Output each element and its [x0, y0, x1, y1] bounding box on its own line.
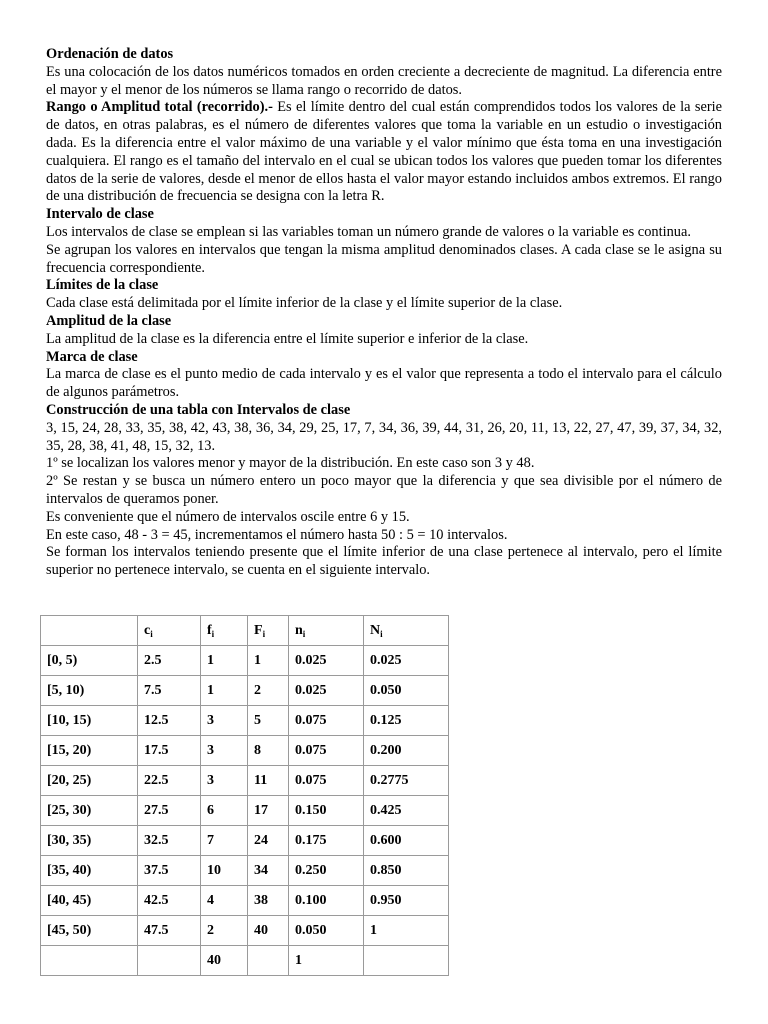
heading-rango: Rango o Amplitud total (recorrido).-: [46, 99, 273, 116]
cell-fi: 1: [201, 646, 248, 676]
paragraph-limites: Cada clase está delimitada por el límite inferior de la clase y el límite superior de la clase.: [46, 295, 563, 312]
table-row: [41, 796, 449, 826]
total-ni: 1: [289, 946, 364, 976]
cell-interval: [10, 15): [41, 706, 138, 736]
cell-Ni: 0.425: [364, 796, 449, 826]
heading-amplitud: Amplitud de la clase: [46, 312, 172, 329]
heading-construccion: Construcción de una tabla con Intervalos de clase: [46, 401, 351, 418]
cell-Fi: 8: [248, 736, 289, 766]
cell-interval: [0, 5): [41, 646, 138, 676]
cell-interval: [30, 35): [41, 826, 138, 856]
total-ci: [138, 946, 201, 976]
cell-ci: 42.5: [138, 886, 201, 916]
step-1: 1º se localizan los valores menor y mayor de la distribución. En este caso son 3 y 48.: [46, 455, 535, 472]
cell-Fi: 24: [248, 826, 289, 856]
cell-Fi: 34: [248, 856, 289, 886]
cell-Ni: 0.200: [364, 736, 449, 766]
cell-ni: 0.075: [289, 706, 364, 736]
cell-fi: 2: [201, 916, 248, 946]
note-3: Se forman los intervalos teniendo presente que el límite inferior de una clase pertenece al intervalo, pero el límite superior no pertenece intervalo, se cuenta en el siguiente intervalo.: [46, 544, 722, 579]
paragraph-amplitud: La amplitud de la clase es la diferencia entre el límite superior e inferior de la clase.: [46, 330, 529, 347]
heading-marca: Marca de clase: [46, 348, 138, 365]
cell-ci: 32.5: [138, 826, 201, 856]
cell-ni: 0.150: [289, 796, 364, 826]
header-Fi: $F_i$: [248, 616, 289, 646]
header-interval: [41, 616, 138, 646]
header-Ni: $N_i$: [364, 616, 449, 646]
paragraph-intervalo-1: Los intervalos de clase se emplean si las variables toman un número grande de valores o la variable es continua.: [46, 223, 691, 240]
cell-ni: 0.075: [289, 736, 364, 766]
table-header-row: [41, 616, 449, 646]
paragraph-rango: [46, 99, 722, 206]
frequency-table: [40, 615, 449, 976]
cell-ci: 27.5: [138, 796, 201, 826]
cell-Fi: 2: [248, 676, 289, 706]
cell-Fi: 38: [248, 886, 289, 916]
table-row: [41, 736, 449, 766]
cell-Ni: 0.050: [364, 676, 449, 706]
rango-text: Es el límite dentro del cual están comprendidos todos los valores de la serie de datos, en otras palabras, es el número de diferentes valores que toma la variable en un estudio o investigación dada. Es la diferencia entre el valor máximo de una variable y el valor mínimo que ésta toma en una investigación cualquiera. El rango es el tamaño del intervalo en el cual se ubican todos los valores que pueden tomar los diferentes datos de la serie de valores, desde el menor de ellos hasta el valor mayor estando incluidos ambos extremos. El rango de una distribución de frecuencia se designa con la letra R.: [46, 99, 723, 205]
cell-fi: 3: [201, 766, 248, 796]
table-row: [41, 886, 449, 916]
cell-ci: 7.5: [138, 676, 201, 706]
paragraph-intervalo-2: Se agrupan los valores en intervalos que tengan la misma amplitud denominados clases. A cada clase se le asigna su frecuencia correspondiente.: [46, 241, 722, 276]
cell-Ni: 0.2775: [364, 766, 449, 796]
cell-fi: 4: [201, 886, 248, 916]
cell-fi: 3: [201, 706, 248, 736]
paragraph-marca: La marca de clase es el punto medio de cada intervalo y es el valor que representa a todo el intervalo para el cálculo de algunos parámetros.: [46, 366, 722, 401]
table-row: [41, 766, 449, 796]
cell-interval: [45, 50): [41, 916, 138, 946]
cell-fi: 3: [201, 736, 248, 766]
cell-interval: [35, 40): [41, 856, 138, 886]
cell-Fi: 40: [248, 916, 289, 946]
cell-interval: [15, 20): [41, 736, 138, 766]
cell-ci: 47.5: [138, 916, 201, 946]
cell-Ni: 0.850: [364, 856, 449, 886]
cell-ni: 0.250: [289, 856, 364, 886]
cell-Ni: 0.025: [364, 646, 449, 676]
paragraph-ordenacion: Es una colocación de los datos numéricos tomados en orden creciente a decreciente de magnitud. La diferencia entre el mayor y el menor de los números se llama rango o recorrido de datos.: [46, 63, 722, 98]
cell-interval: [20, 25): [41, 766, 138, 796]
cell-ni: 0.050: [289, 916, 364, 946]
total-interval: [41, 946, 138, 976]
step-2: 2º Se restan y se busca un número entero un poco mayor que la diferencia y que sea divisible por el número de intervalos de queramos poner.: [46, 473, 722, 507]
cell-Fi: 17: [248, 796, 289, 826]
totals-row: [41, 946, 449, 976]
table-row: [41, 676, 449, 706]
cell-Ni: 1: [364, 916, 449, 946]
heading-intervalo: Intervalo de clase: [46, 206, 154, 223]
header-fi: $f_i$: [201, 616, 248, 646]
cell-ci: 22.5: [138, 766, 201, 796]
cell-Fi: 11: [248, 766, 289, 796]
cell-ni: 0.025: [289, 646, 364, 676]
cell-fi: 10: [201, 856, 248, 886]
note-1: Es conveniente que el número de intervalos oscile entre 6 y 15.: [46, 508, 410, 525]
cell-Ni: 0.125: [364, 706, 449, 736]
cell-Ni: 0.950: [364, 886, 449, 916]
cell-ci: 17.5: [138, 736, 201, 766]
cell-ci: 2.5: [138, 646, 201, 676]
header-ci: $c_i$: [138, 616, 201, 646]
table-row: [41, 646, 449, 676]
cell-fi: 1: [201, 676, 248, 706]
header-ni: $n_i$: [289, 616, 364, 646]
cell-ci: 37.5: [138, 856, 201, 886]
cell-ci: 12.5: [138, 706, 201, 736]
table-row: [41, 856, 449, 886]
data-values: 3, 15, 24, 28, 33, 35, 38, 42, 43, 38, 36, 34, 29, 25, 17, 7, 34, 36, 39, 44, 31, 26, 20, 11, 13, 22, 27, 47, 39, 37, 34, 32, 35, 28, 38, 41, 48, 15, 32, 13.: [46, 419, 722, 454]
heading-ordenacion: Ordenación de datos: [46, 46, 174, 62]
table-body: [41, 646, 449, 976]
cell-ni: 0.075: [289, 766, 364, 796]
heading-limites: Límites de la clase: [46, 277, 159, 294]
table-row: [41, 706, 449, 736]
cell-ni: 0.025: [289, 676, 364, 706]
cell-interval: [40, 45): [41, 886, 138, 916]
total-Fi: [248, 946, 289, 976]
cell-Fi: 5: [248, 706, 289, 736]
table-row: [41, 826, 449, 856]
cell-ni: 0.100: [289, 886, 364, 916]
cell-Ni: 0.600: [364, 826, 449, 856]
table-row: [41, 916, 449, 946]
cell-ni: 0.175: [289, 826, 364, 856]
note-2: En este caso, 48 - 3 = 45, incrementamos el número hasta 50 : 5 = 10 intervalos.: [46, 526, 508, 543]
cell-Fi: 1: [248, 646, 289, 676]
document-body: [46, 46, 722, 580]
cell-interval: [5, 10): [41, 676, 138, 706]
total-fi: 40: [201, 946, 248, 976]
cell-fi: 6: [201, 796, 248, 826]
total-Ni: [364, 946, 449, 976]
cell-interval: [25, 30): [41, 796, 138, 826]
cell-fi: 7: [201, 826, 248, 856]
